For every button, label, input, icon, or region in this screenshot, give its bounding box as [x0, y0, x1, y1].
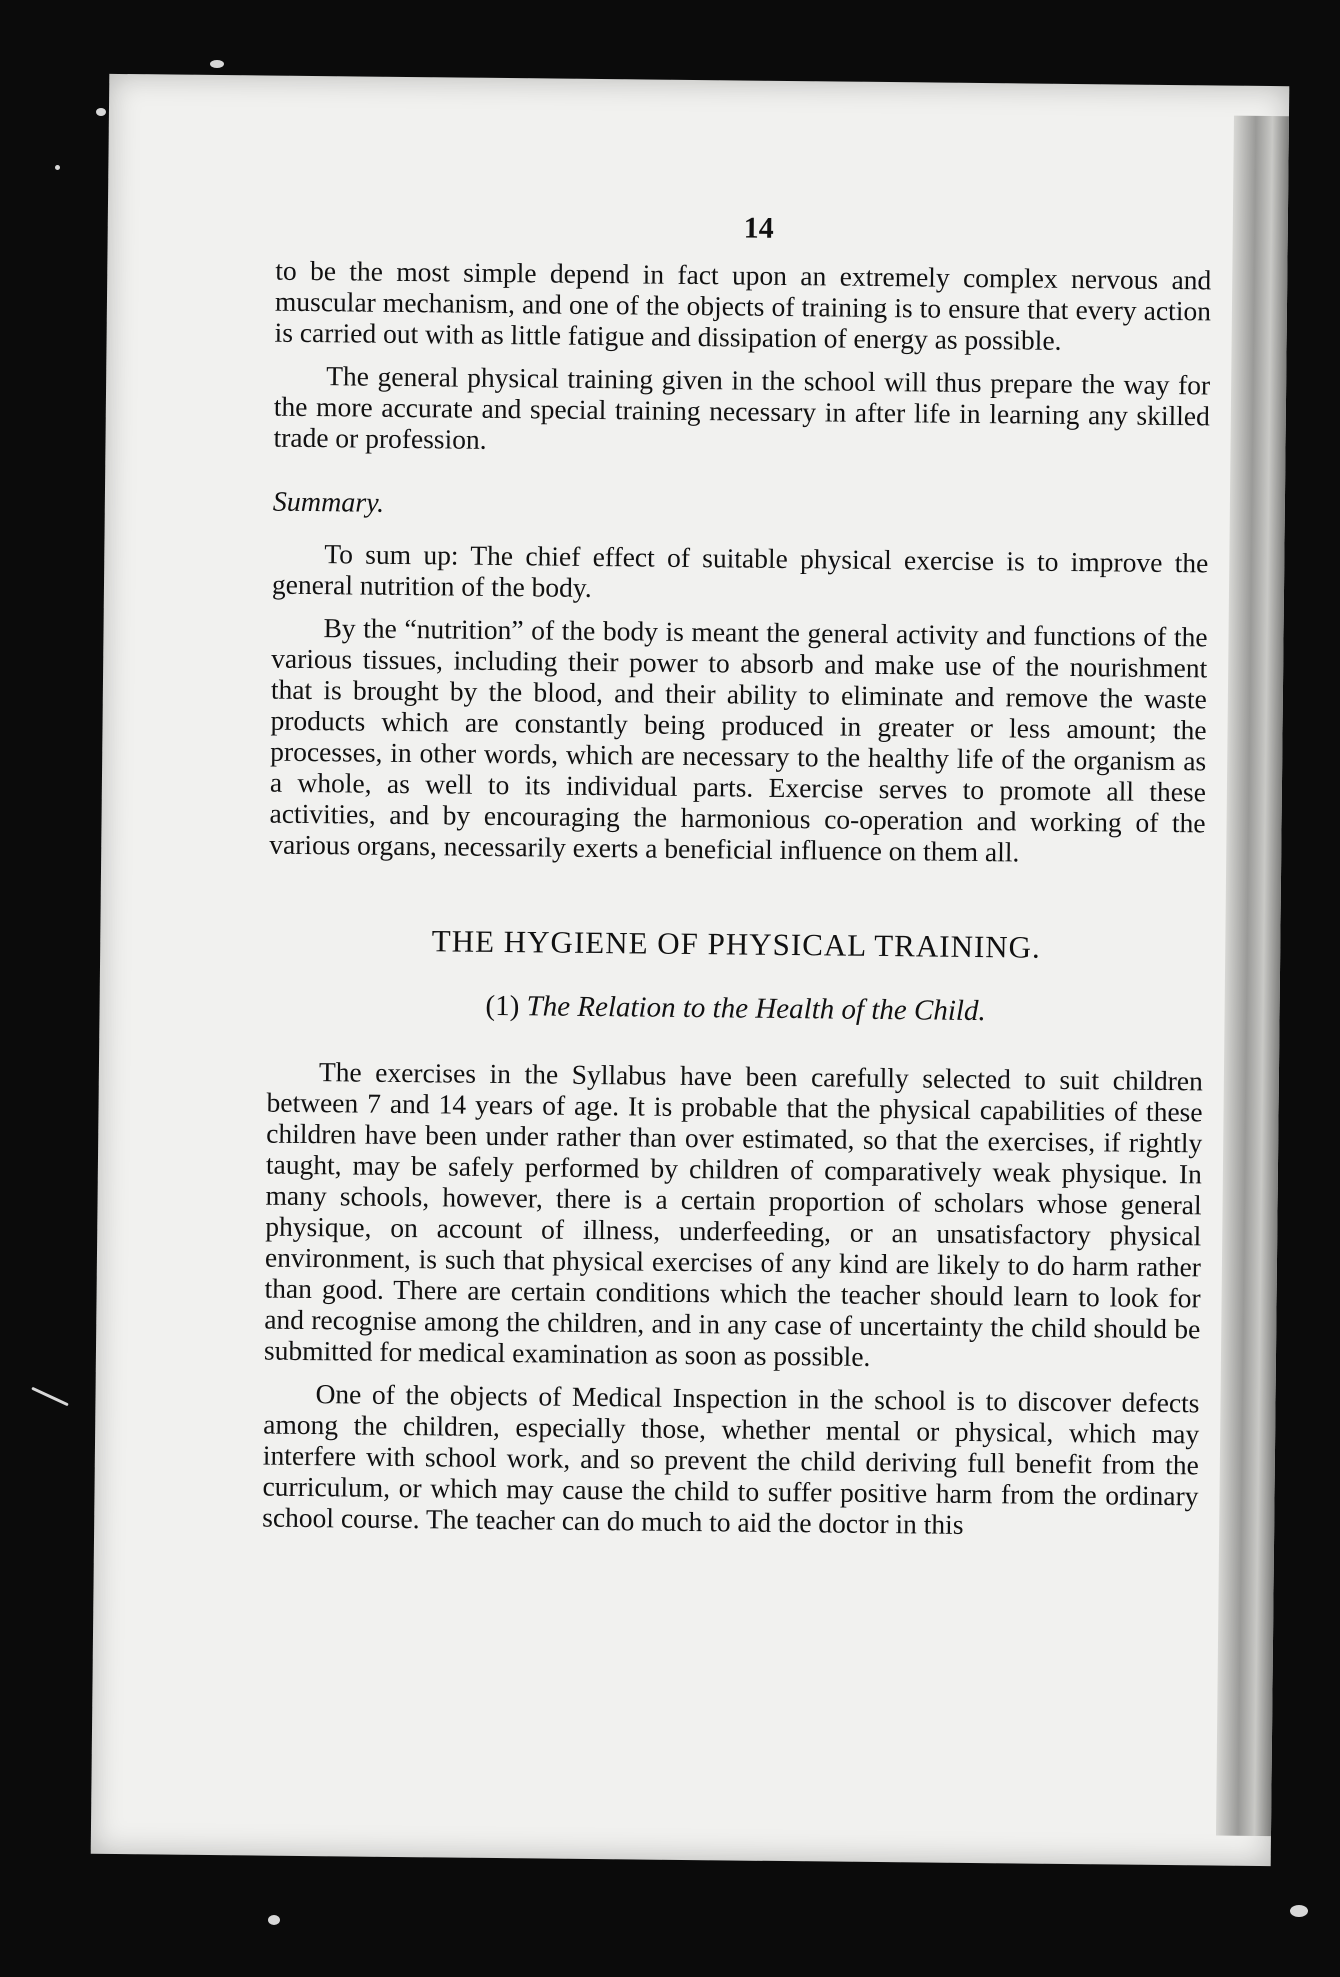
scan-speck [210, 60, 224, 68]
section-paragraph-1: The exercises in the Syllabus have been carefully selected to suit children between 7 and 14 years of age. It is probable that the physical capabilities of these children have been under rather than over estimated, so that the exercises, if rightly taught, may be safely performed by children of comparatively weak physique. In many schools, however, there is a certain proportion of scholars whose general physique, on account of illness, underfeeding, or an unsatisfactory physical environment, is such that physical exercises of any kind are likely to do harm rather than good. There are certain conditions which the teacher should learn to look for and recognise among the children, and in any case of uncertainty the child should be submitted for medical examination as soon as possible. [263, 1056, 1204, 1372]
summary-paragraph-1: To sum up: The chief effect of suitable physical exercise is to improve the general nutrition of the body. [271, 538, 1209, 603]
scan-speck [31, 1387, 69, 1407]
page-number: 14 [743, 211, 774, 245]
intro-paragraph-2: The general physical training given in the school will thus prepare the way for the more accurate and special training necessary in after life in learning any skilled trade or profession. [273, 360, 1211, 455]
page-text [262, 208, 1212, 1555]
section-paragraph-2: One of the objects of Medical Inspection in the school is to discover defects among the children, especially those, whether mental or physical, which may interfere with school work, and so prevent the child deriving full benefit from the curriculum, or which may cause the child to suffer positive harm from the ordinary school course. The teacher can do much to aid the doctor in this [262, 1378, 1200, 1540]
scan-speck [1290, 1905, 1308, 1917]
page-edge-shadow [1216, 116, 1289, 1836]
scan-speck [268, 1915, 280, 1925]
summary-heading: Summary. [272, 486, 385, 519]
subsection-number: (1) [485, 989, 520, 1023]
subsection-title [267, 989, 1203, 1030]
scan-speck [96, 108, 106, 116]
book-page [91, 74, 1290, 1866]
section-title: THE HYGIENE OF PHYSICAL TRAINING. [431, 923, 1041, 965]
intro-paragraph-1: to be the most simple depend in fact upon an extremely complex nervous and muscular mechanism, and one of the objects of training is to ensure that every action is carried out with as little fatigue and dissipation of energy as possible. [274, 254, 1212, 356]
scan-speck [55, 165, 60, 170]
subsection-title-text: The Relation to the Health of the Child. [526, 990, 986, 1028]
summary-paragraph-2: By the “nutrition” of the body is meant the general activity and functions of the various tissues, including their power to absorb and make use of the nourishment that is brought by the blood, and their ability to eliminate and remove the waste products which are constantly being produced in greater or less amount; the processes, in other words, which are necessary to the healthy life of the organism as a whole, as well to its individual parts. Exercise serves to promote all these activities, and by encouraging the harmonious co-operation and working of the various organs, necessarily exerts a beneficial influence on them all. [269, 612, 1208, 868]
